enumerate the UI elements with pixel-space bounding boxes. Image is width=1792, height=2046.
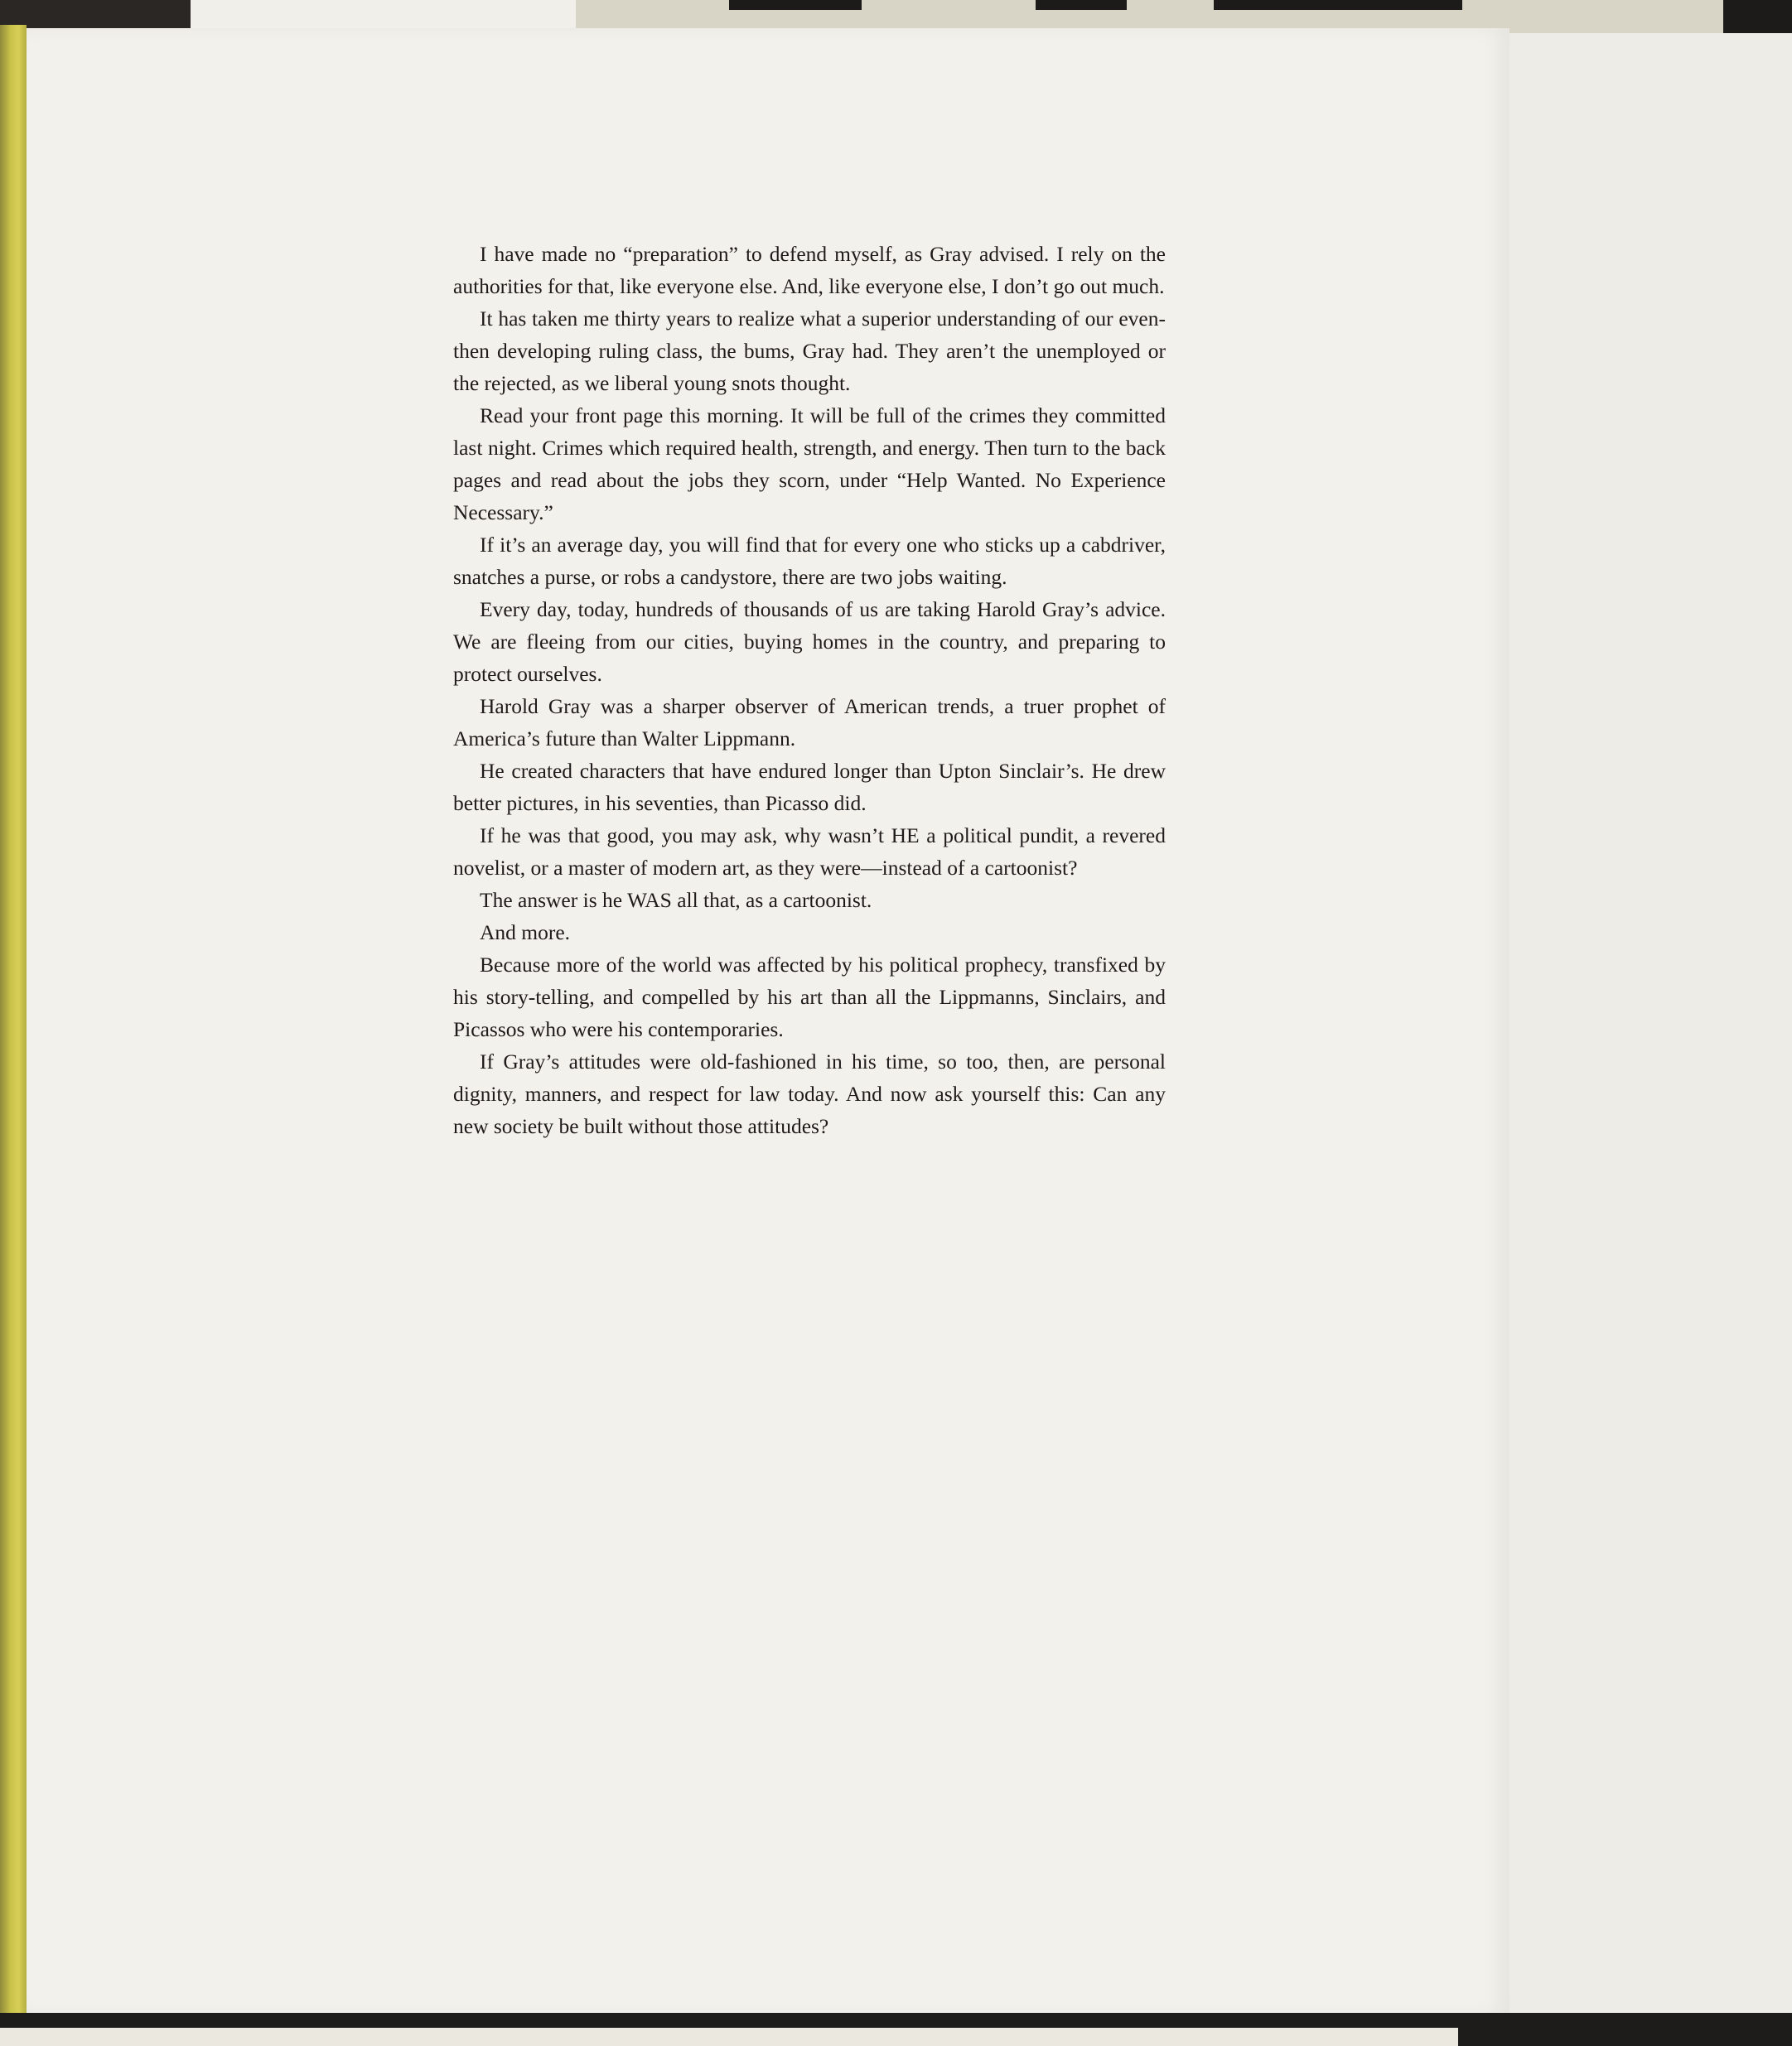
paragraph: Read your front page this morning. It will be full of the crimes they committed last night. Crimes which required health, strength, and energy. Then turn to the back pages and read about the jobs they scorn, under “Help Wanted. No Experience Necessary.” bbox=[453, 403, 1166, 524]
page-edge bbox=[0, 2028, 1458, 2046]
paragraph: If Gray’s attitudes were old-fashioned in his time, so too, then, are personal dignity, manners, and respect for law today. And now ask yourself this: Can any new society be built without those attitudes? bbox=[453, 1050, 1166, 1138]
book-cover-edge bbox=[0, 25, 27, 2021]
paragraph: The answer is he WAS all that, as a cartoonist. bbox=[480, 888, 872, 912]
paragraph: I have made no “preparation” to defend myself, as Gray advised. I rely on the authorities for that, like everyone else. And, like everyone else, I don’t go out much. bbox=[453, 242, 1166, 298]
scanner-border bbox=[1723, 0, 1792, 35]
paragraph: He created characters that have endured longer than Upton Sinclair’s. He drew better pictures, in his seventies, than Picasso did. bbox=[453, 759, 1166, 815]
facing-page-edge bbox=[1504, 33, 1792, 2017]
paragraph: Because more of the world was affected by his political prophecy, transfixed by his story-telling, and compelled by his art than all the Lippmanns, Sinclairs, and Picassos who were his contemporaries. bbox=[453, 953, 1166, 1041]
book-bottom-edge bbox=[0, 2013, 1792, 2046]
paragraph: Every day, today, hundreds of thousands of us are taking Harold Gray’s advice. We are fleeing from our cities, buying homes in the country, and preparing to protect ourselves. bbox=[453, 597, 1166, 686]
scanner-border bbox=[1036, 0, 1127, 10]
paragraph: If he was that good, you may ask, why wasn’t HE a political pundit, a revered novelist, or a master of modern art, as they were—instead of a cartoonist? bbox=[453, 823, 1166, 880]
scanner-border bbox=[1214, 0, 1462, 10]
scanner-border bbox=[729, 0, 862, 10]
paragraph: It has taken me thirty years to realize what a superior understanding of our even-then developing ruling class, the bums, Gray had. They aren’t the unemployed or the rejected, as we liberal young snots thought. bbox=[453, 306, 1166, 395]
page-edge bbox=[191, 0, 576, 28]
paragraph: Harold Gray was a sharper observer of American trends, a truer prophet of America’s future than Walter Lippmann. bbox=[453, 694, 1166, 750]
body-text bbox=[453, 238, 1166, 1142]
book-page bbox=[27, 28, 1509, 2016]
paragraph: If it’s an average day, you will find that for every one who sticks up a cabdriver, snatches a purse, or robs a candystore, there are two jobs waiting. bbox=[453, 533, 1166, 589]
paragraph: And more. bbox=[480, 920, 571, 944]
